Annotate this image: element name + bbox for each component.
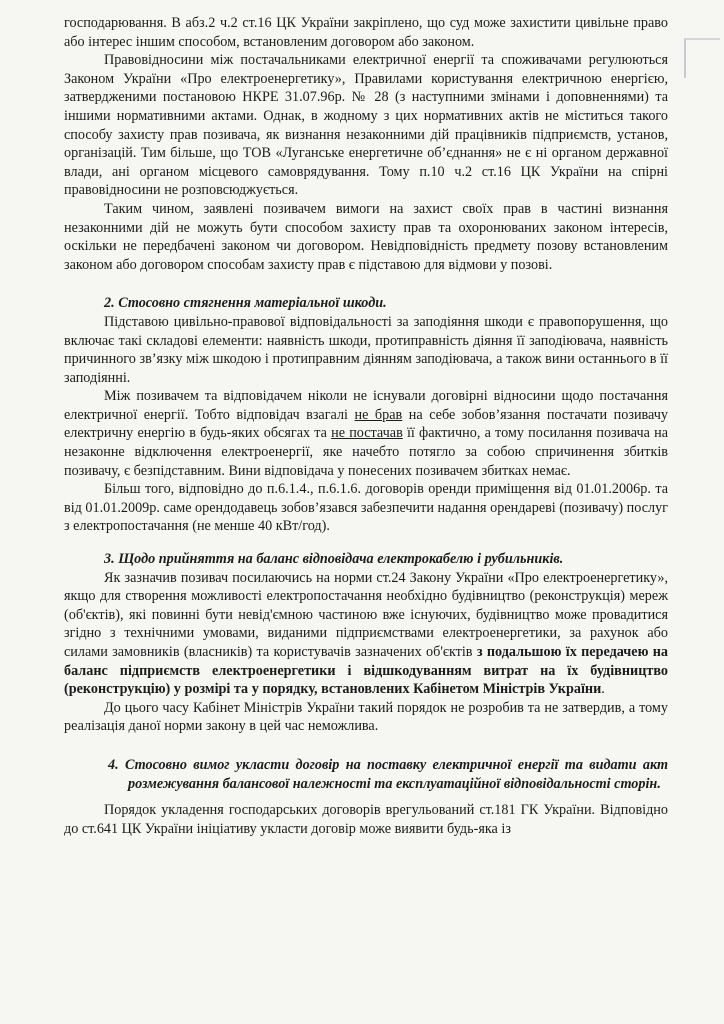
section-heading-2: 2. Стосовно стягнення матеріальної шкоди. (104, 295, 387, 312)
paragraph-9: Порядок укладення господарських договорів врегульований ст.181 ГК України. Відповідно до ст.641 ЦК України ініціативу укласти договір може виявити будь-яка із (64, 802, 668, 837)
section-heading-4: 4. Стосовно вимог укласти договір на поставку електричної енергії та видати акт розмежування балансової належності та експлуатаційної відповідальності сторін. (108, 756, 668, 792)
paragraph-5-text-a: Між позивачем та відповідачем ніколи не існували договірні відносини щодо постачання електричної енергії. Тобто відповідач взагалі (64, 388, 668, 423)
underlined-phrase-1: не брав (354, 406, 403, 423)
paragraph-1: господарювання. В абз.2 ч.2 ст.16 ЦК України закріплено, що суд може захистити цивільне право або інтерес іншим способом, встановленим договором або законом. (64, 15, 668, 50)
section-heading-3: 3. Щодо прийняття на баланс відповідача електрокабелю і рубильників. (104, 551, 564, 568)
paragraph-7 (64, 569, 668, 699)
underlined-phrase-2: не постачав (331, 425, 403, 442)
paragraph-6: Більш того, відповідно до п.6.1.4., п.6.1.6. договорів оренди приміщення від 01.01.2006р. та від 01.01.2009р. саме орендодавець зобов’язався забезпечити надання орендареві (позивачу) послуг з електропостачання (не менше 40 кВт/год). (64, 481, 668, 535)
paragraph-8: До цього часу Кабінет Міністрів України такий порядок не розробив та не затвердив, а тому реалізація даної норми закону в цей час неможлива. (64, 699, 668, 735)
paragraph-5-text-b: на себе зобов’язання постачати позивачу електричну енергію в будь-яких обсягах та (64, 406, 669, 442)
paragraph-5-text-c: її фактично, а тому посилання позивача на незаконне відключення електроенергії, яке начебто потягло за собою спричинення збитків позивачу, є безпідставним. Вини відповідача у понесених позивачем збитках немає. (64, 425, 668, 479)
paragraph-3: Таким чином, заявлені позивачем вимоги на захист своїх прав в частині визнання незаконними дій не можуть бути способом захисту прав та охоронюваних законом інтересів, оскільки не передбачені законом чи договором. Невідповідність предмету позову встановленим законом або договором способам захисту прав є підставою для відмови у позові. (64, 200, 668, 273)
paragraph-4: Підставою цивільно-правової відповідальності за заподіяння шкоди є правопорушення, що включає такі складові елементи: наявність шкоди, протиправність діяння її заподіювача, наявність причинного зв’язку між шкодою і протиправним діянням заподіювача, а також вини останнього в її заподіянні. (64, 313, 668, 386)
paragraph-2: Правовідносини між постачальниками електричної енергії та споживачами регулюються Законом України «Про електроенергетику», Правилами користування електричною енергією, затвердженими постановою НКРЕ 31.07.96р. № 28 (з наступними змінами і доповненнями) та іншими нормативними актами. Однак, в жодному з цих нормативних актів не міститься такого способу захисту прав позивача, як визнання незаконними дій працівників підприємств, установ, організацій. Тим більше, що ТОВ «Луганське енергетичне об’єднання» не є ні органом державної влади, ані органом місцевого самоврядування. Тому п.10 ч.2 ст.16 ЦК України на спірні правовідносини не розповсюджується. (64, 52, 668, 199)
stamp-mark (684, 38, 720, 78)
paragraph-7-text-a: Як зазначив позивач посилаючись на норми ст.24 Закону України «Про електроенергетику», якщо для створення можливості електропостачання необхідно будівництво (реконструкція) мереж (об'єктів), які повинні бути невід'ємною частиною вже існуючих, будівництво може провадитися згідно з технічними умовами, виданими підприємствами електроенергетики, за рахунок або силами замовників (власників) та користувачів зазначених об'єктів (64, 569, 668, 660)
paragraph-5 (64, 387, 668, 480)
bold-phrase: з подальшою їх передачею на баланс підприємств електроенергетики і відшкодуванням витрат на їх будівництво (реконструкцію) у розмірі та у порядку, встановлених Кабінетом Міністрів України (64, 644, 669, 698)
paragraph-7-text-c: . (601, 681, 605, 698)
